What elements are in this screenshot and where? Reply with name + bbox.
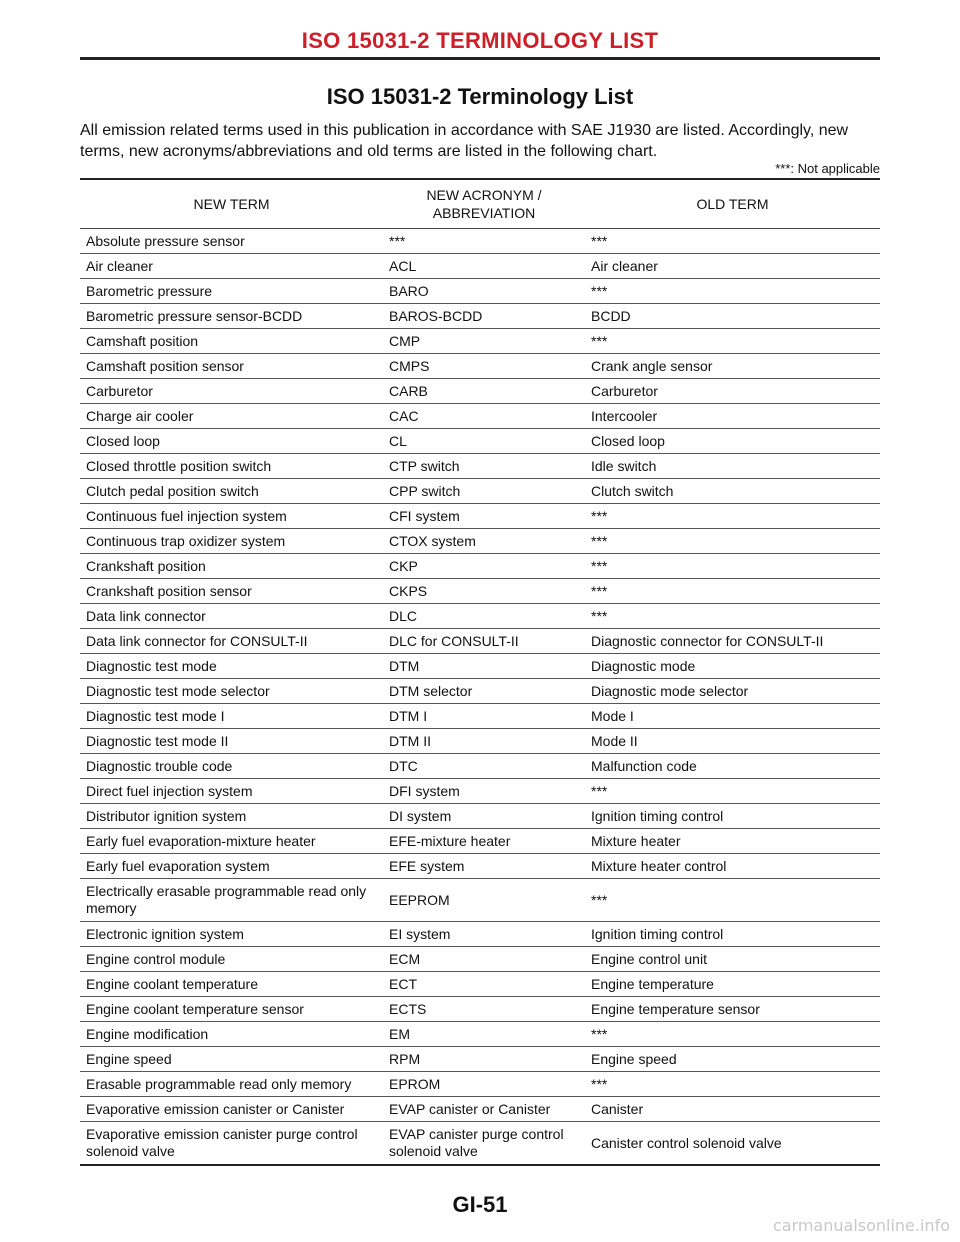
cell-new-term: Distributor ignition system	[80, 804, 383, 829]
intro-paragraph: All emission related terms used in this publication in accordance with SAE J1930 are listed. Accordingly, new terms, new acronyms/abbreviations and old terms are listed in the following chart.	[80, 122, 849, 160]
table-row	[80, 354, 880, 379]
cell-new-acronym: CFI system	[383, 504, 585, 529]
cell-new-acronym: DTM	[383, 654, 585, 679]
cell-new-acronym: DFI system	[383, 779, 585, 804]
cell-new-acronym: BARO	[383, 279, 585, 304]
table-row	[80, 379, 880, 404]
cell-old-term: Ignition timing control	[585, 804, 880, 829]
cell-old-term: ***	[585, 1022, 880, 1047]
cell-old-term: ***	[585, 279, 880, 304]
cell-old-term: Ignition timing control	[585, 922, 880, 947]
cell-new-term: Camshaft position sensor	[80, 354, 383, 379]
cell-new-acronym: DLC	[383, 604, 585, 629]
cell-new-term: Continuous trap oxidizer system	[80, 529, 383, 554]
table-row	[80, 554, 880, 579]
cell-new-acronym: EI system	[383, 922, 585, 947]
cell-new-term: Carburetor	[80, 379, 383, 404]
cell-new-term: Barometric pressure	[80, 279, 383, 304]
cell-old-term: Engine temperature	[585, 972, 880, 997]
cell-old-term: Canister	[585, 1097, 880, 1122]
table-row	[80, 922, 880, 947]
table-row	[80, 529, 880, 554]
cell-new-acronym: EM	[383, 1022, 585, 1047]
cell-old-term: Air cleaner	[585, 254, 880, 279]
cell-new-term: Engine modification	[80, 1022, 383, 1047]
cell-old-term: Diagnostic connector for CONSULT-II	[585, 629, 880, 654]
table-row	[80, 1022, 880, 1047]
table-row	[80, 754, 880, 779]
column-header-new-acronym: NEW ACRONYM / ABBREVIATION	[383, 179, 585, 229]
cell-new-acronym: CTP switch	[383, 454, 585, 479]
cell-old-term: Mode II	[585, 729, 880, 754]
table-row	[80, 479, 880, 504]
cell-new-acronym: CAC	[383, 404, 585, 429]
table-row	[80, 429, 880, 454]
table-row	[80, 1097, 880, 1122]
cell-new-term: Diagnostic test mode I	[80, 704, 383, 729]
cell-new-term: Closed throttle position switch	[80, 454, 383, 479]
cell-new-term: Camshaft position	[80, 329, 383, 354]
cell-old-term: Malfunction code	[585, 754, 880, 779]
cell-new-term: Electronic ignition system	[80, 922, 383, 947]
cell-old-term: Mixture heater	[585, 829, 880, 854]
cell-old-term: BCDD	[585, 304, 880, 329]
terminology-table	[80, 178, 880, 1166]
cell-old-term: Engine speed	[585, 1047, 880, 1072]
cell-new-term: Engine speed	[80, 1047, 383, 1072]
cell-old-term: Engine control unit	[585, 947, 880, 972]
cell-new-term: Electrically erasable programmable read only memory	[80, 879, 383, 922]
table-row	[80, 679, 880, 704]
column-header-new-term: NEW TERM	[80, 179, 383, 229]
watermark-text: carmanualsonline.info	[772, 1216, 950, 1235]
cell-new-term: Evaporative emission canister purge control solenoid valve	[80, 1122, 383, 1166]
table-row	[80, 304, 880, 329]
cell-old-term: Mixture heater control	[585, 854, 880, 879]
cell-old-term: Engine temperature sensor	[585, 997, 880, 1022]
cell-old-term: ***	[585, 504, 880, 529]
cell-new-term: Diagnostic test mode selector	[80, 679, 383, 704]
cell-old-term: Diagnostic mode selector	[585, 679, 880, 704]
table-row	[80, 654, 880, 679]
table-row	[80, 829, 880, 854]
cell-new-acronym: EPROM	[383, 1072, 585, 1097]
table-row	[80, 254, 880, 279]
table-row	[80, 1122, 880, 1166]
table-row	[80, 854, 880, 879]
table-header-row	[80, 179, 880, 229]
not-applicable-note: ***: Not applicable	[775, 161, 880, 176]
cell-old-term: ***	[585, 1072, 880, 1097]
cell-new-acronym: ECT	[383, 972, 585, 997]
cell-new-term: Engine control module	[80, 947, 383, 972]
table-row	[80, 579, 880, 604]
header-divider	[80, 57, 880, 60]
cell-new-acronym: EFE-mixture heater	[383, 829, 585, 854]
page-number: GI-51	[452, 1192, 508, 1217]
cell-old-term: ***	[585, 879, 880, 922]
cell-new-acronym: EEPROM	[383, 879, 585, 922]
cell-new-term: Absolute pressure sensor	[80, 229, 383, 254]
cell-new-term: Continuous fuel injection system	[80, 504, 383, 529]
cell-new-term: Closed loop	[80, 429, 383, 454]
table-row	[80, 629, 880, 654]
cell-new-acronym: RPM	[383, 1047, 585, 1072]
table-row	[80, 1047, 880, 1072]
table-body	[80, 229, 880, 1166]
cell-new-acronym: DLC for CONSULT-II	[383, 629, 585, 654]
cell-new-term: Diagnostic test mode II	[80, 729, 383, 754]
cell-new-acronym: CMPS	[383, 354, 585, 379]
cell-new-acronym: EFE system	[383, 854, 585, 879]
table-row	[80, 704, 880, 729]
cell-new-acronym: DTM II	[383, 729, 585, 754]
cell-old-term: Intercooler	[585, 404, 880, 429]
cell-old-term: Mode I	[585, 704, 880, 729]
table-row	[80, 279, 880, 304]
cell-new-acronym: CARB	[383, 379, 585, 404]
column-header-old-term: OLD TERM	[585, 179, 880, 229]
cell-new-acronym: CMP	[383, 329, 585, 354]
cell-new-term: Diagnostic test mode	[80, 654, 383, 679]
table-row	[80, 329, 880, 354]
table-row	[80, 729, 880, 754]
cell-new-acronym: DTM I	[383, 704, 585, 729]
table-row	[80, 1072, 880, 1097]
cell-new-term: Data link connector	[80, 604, 383, 629]
cell-old-term: Diagnostic mode	[585, 654, 880, 679]
table-row	[80, 972, 880, 997]
cell-new-term: Clutch pedal position switch	[80, 479, 383, 504]
cell-old-term: Carburetor	[585, 379, 880, 404]
cell-new-acronym: CKPS	[383, 579, 585, 604]
cell-new-acronym: ECM	[383, 947, 585, 972]
cell-new-acronym: DTC	[383, 754, 585, 779]
table-row	[80, 404, 880, 429]
cell-old-term: ***	[585, 554, 880, 579]
table-row	[80, 997, 880, 1022]
table-row	[80, 454, 880, 479]
cell-old-term: Idle switch	[585, 454, 880, 479]
cell-old-term: ***	[585, 329, 880, 354]
cell-new-acronym: CPP switch	[383, 479, 585, 504]
table-row	[80, 604, 880, 629]
cell-new-term: Crankshaft position	[80, 554, 383, 579]
cell-old-term: ***	[585, 529, 880, 554]
cell-new-term: Diagnostic trouble code	[80, 754, 383, 779]
cell-old-term: ***	[585, 229, 880, 254]
table-row	[80, 504, 880, 529]
cell-new-term: Direct fuel injection system	[80, 779, 383, 804]
cell-old-term: Closed loop	[585, 429, 880, 454]
cell-new-acronym: DTM selector	[383, 679, 585, 704]
cell-old-term: ***	[585, 579, 880, 604]
cell-new-acronym: BAROS-BCDD	[383, 304, 585, 329]
table-row	[80, 879, 880, 922]
running-header-title: ISO 15031-2 TERMINOLOGY LIST	[301, 28, 659, 53]
cell-old-term: ***	[585, 604, 880, 629]
cell-new-acronym: CKP	[383, 554, 585, 579]
cell-new-acronym: ACL	[383, 254, 585, 279]
cell-new-term: Early fuel evaporation-mixture heater	[80, 829, 383, 854]
cell-new-acronym: EVAP canister purge control solenoid valve	[383, 1122, 585, 1166]
cell-new-term: Engine coolant temperature	[80, 972, 383, 997]
cell-new-term: Air cleaner	[80, 254, 383, 279]
cell-new-acronym: DI system	[383, 804, 585, 829]
cell-new-term: Evaporative emission canister or Canister	[80, 1097, 383, 1122]
cell-new-acronym: EVAP canister or Canister	[383, 1097, 585, 1122]
cell-old-term: Crank angle sensor	[585, 354, 880, 379]
cell-new-term: Crankshaft position sensor	[80, 579, 383, 604]
table-row	[80, 804, 880, 829]
cell-new-term: Erasable programmable read only memory	[80, 1072, 383, 1097]
cell-new-term: Barometric pressure sensor-BCDD	[80, 304, 383, 329]
table-row	[80, 779, 880, 804]
cell-new-acronym: CTOX system	[383, 529, 585, 554]
cell-old-term: Clutch switch	[585, 479, 880, 504]
cell-new-acronym: ECTS	[383, 997, 585, 1022]
cell-old-term: ***	[585, 779, 880, 804]
cell-new-term: Charge air cooler	[80, 404, 383, 429]
cell-old-term: Canister control solenoid valve	[585, 1122, 880, 1166]
table-row	[80, 947, 880, 972]
cell-new-term: Engine coolant temperature sensor	[80, 997, 383, 1022]
cell-new-term: Early fuel evaporation system	[80, 854, 383, 879]
document-title: ISO 15031-2 Terminology List	[326, 84, 634, 109]
cell-new-acronym: ***	[383, 229, 585, 254]
cell-new-term: Data link connector for CONSULT-II	[80, 629, 383, 654]
table-row	[80, 229, 880, 254]
cell-new-acronym: CL	[383, 429, 585, 454]
